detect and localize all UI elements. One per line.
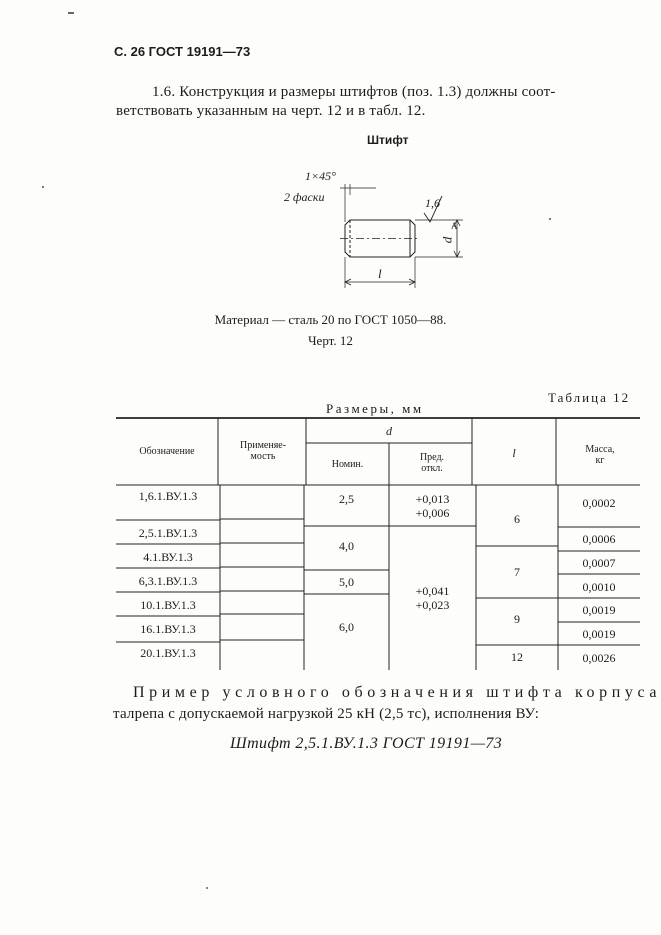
cell-designation: 6,3.1.ВУ.1.3 <box>138 574 198 588</box>
header-tolerance: Пред. откл. <box>419 452 445 474</box>
cell-length: 12 <box>511 650 523 664</box>
cell-mass: 0,0010 <box>582 580 616 594</box>
cell-mass: 0,0026 <box>582 651 616 665</box>
example-line-1: Пример условного обозначения штифта корпуса <box>133 684 661 701</box>
cell-length: 9 <box>514 612 520 626</box>
cell-mass: 0,0002 <box>582 496 616 510</box>
drawing-title: Штифт <box>367 133 409 147</box>
l-arrow-right <box>409 279 415 285</box>
cell-tolerance-lower: +0,023 <box>415 598 450 612</box>
example-designation: Штифт 2,5.1.ВУ.1.3 ГОСТ 19191—73 <box>230 735 503 752</box>
material-note: Материал — сталь 20 по ГОСТ 1050—88. <box>214 312 447 327</box>
drawing-caption: Черт. 12 <box>308 333 353 348</box>
cell-designation: 1,6.1.ВУ.1.3 <box>138 489 198 503</box>
scan-speck <box>206 887 208 889</box>
header-l: l <box>512 446 516 460</box>
l-arrow-left <box>345 279 351 285</box>
chamfer-angle-label: 1×45° <box>305 169 336 183</box>
scan-speck <box>549 218 551 220</box>
header-d: d <box>386 424 392 438</box>
header-mass: Масса, кг <box>585 444 615 466</box>
d-arrow-bottom <box>454 251 460 257</box>
cell-mass: 0,0019 <box>582 627 616 641</box>
table-caption: Размеры, мм <box>326 401 424 416</box>
cell-mass: 0,0007 <box>582 556 616 570</box>
cell-length: 6 <box>514 512 520 526</box>
cell-designation: 16.1.ВУ.1.3 <box>140 622 196 636</box>
cell-designation: 4.1.ВУ.1.3 <box>143 550 193 564</box>
cell-tolerance-upper: +0,041 <box>415 584 450 598</box>
cell-nominal: 6,0 <box>339 620 354 634</box>
cell-tolerance-upper: +0,013 <box>415 492 450 506</box>
cell-nominal: 4,0 <box>339 539 354 553</box>
header-nominal: Номин. <box>331 459 364 470</box>
cell-nominal: 2,5 <box>339 492 354 506</box>
roughness-label: 1,6 <box>425 196 440 210</box>
cell-mass: 0,0019 <box>582 603 616 617</box>
scan-speck <box>42 186 44 188</box>
paragraph-line-1: 1.6. Конструкция и размеры штифтов (поз. 1.3) должны соот- <box>152 84 556 100</box>
table-number: Таблица 12 <box>548 390 631 405</box>
pin-outline <box>345 220 415 257</box>
chamfer-note-label: 2 фаски <box>284 190 325 204</box>
example-line-2: талрепа с допускаемой нагрузкой 25 кН (2,5 тс), исполнения ВУ: <box>113 706 540 722</box>
header-designation: Обозначение <box>139 446 195 457</box>
l-label: l <box>378 266 382 281</box>
cell-designation: 2,5.1.ВУ.1.3 <box>138 526 198 540</box>
header-application: Применяе-мость <box>240 440 287 462</box>
cell-nominal: 5,0 <box>339 575 354 589</box>
d-label: d <box>439 236 455 244</box>
paragraph-line-2: ветствовать указанным на черт. 12 и в табл. 12. <box>116 103 426 119</box>
section-a-label: A <box>451 221 458 231</box>
page-header: С. 26 ГОСТ 19191—73 <box>114 44 251 59</box>
cell-designation: 10.1.ВУ.1.3 <box>140 598 196 612</box>
cell-designation: 20.1.ВУ.1.3 <box>140 646 196 660</box>
cell-mass: 0,0006 <box>582 532 616 546</box>
cell-tolerance-lower: +0,006 <box>415 506 450 520</box>
scan-speck <box>68 12 74 14</box>
cell-length: 7 <box>514 565 520 579</box>
